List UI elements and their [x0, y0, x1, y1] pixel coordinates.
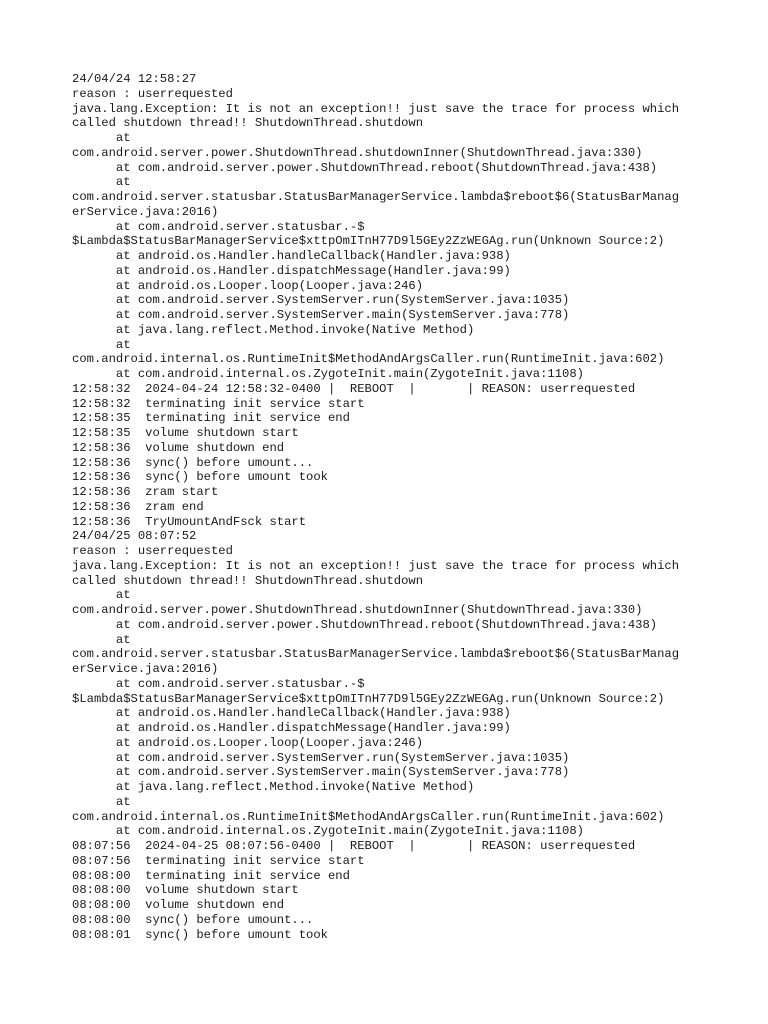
log-line: $Lambda$StatusBarManagerService$xttpOmITnH77D9l5GEy2ZzWEGAg.run(Unknown Source:2) [72, 234, 665, 249]
log-line: com.android.server.statusbar.StatusBarManagerService.lambda$reboot$6(StatusBarManag [72, 190, 680, 204]
log-line: 12:58:36 volume shutdown end [72, 440, 285, 455]
log-line: com.android.server.statusbar.StatusBarManagerService.lambda$reboot$6(StatusBarManag [72, 647, 680, 662]
log-line: 24/04/25 08:07:52 [72, 529, 197, 544]
log-line: at [72, 175, 131, 190]
log-line: at [72, 588, 131, 603]
log-line: com.android.internal.os.RuntimeInit$MethodAndArgsCaller.run(RuntimeInit.java:602) [72, 809, 665, 824]
log-line: $Lambda$StatusBarManagerService$xttpOmITnH77D9l5GEy2ZzWEGAg.run(Unknown Source:2) [72, 691, 665, 706]
log-line: at android.os.Handler.dispatchMessage(Handler.java:99) [72, 721, 511, 735]
log-line: at android.os.Handler.handleCallback(Handler.java:938) [72, 706, 511, 721]
log-line: erService.java:2016) [72, 662, 219, 676]
log-line: 08:07:56 2024-04-25 08:07:56-0400 | REBOOT | | REASON: userrequested [72, 839, 636, 853]
log-line: 12:58:35 volume shutdown start [72, 426, 299, 440]
log-line: at com.android.server.SystemServer.main(SystemServer.java:778) [72, 308, 570, 322]
log-line: at com.android.server.power.ShutdownThread.reboot(ShutdownThread.java:438) [72, 160, 658, 175]
log-line: 24/04/24 12:58:27 [72, 72, 197, 86]
log-line: at [72, 794, 131, 809]
log-line: com.android.server.power.ShutdownThread.shutdownInner(ShutdownThread.java:330) [72, 145, 643, 160]
log-line: 12:58:32 terminating init service start [72, 396, 365, 411]
log-line: at android.os.Looper.loop(Looper.java:246) [72, 735, 424, 750]
log-line: 12:58:36 TryUmountAndFsck start [72, 514, 307, 529]
log-line: at java.lang.reflect.Method.invoke(Native Method) [72, 780, 475, 794]
log-line: 08:07:56 terminating init service start [72, 853, 365, 868]
log-line: at com.android.internal.os.ZygoteInit.main(ZygoteInit.java:1108) [72, 367, 584, 381]
log-line: at com.android.internal.os.ZygoteInit.main(ZygoteInit.java:1108) [72, 824, 584, 839]
log-line: at java.lang.reflect.Method.invoke(Native Method) [72, 322, 475, 337]
log-line: at android.os.Handler.handleCallback(Handler.java:938) [72, 249, 511, 263]
log-text-block [72, 72, 712, 942]
log-line: at [72, 131, 131, 145]
log-line: at com.android.server.statusbar.-$ [72, 219, 365, 234]
log-line: 08:08:00 volume shutdown start [72, 883, 299, 898]
log-line: reason : userrequested [72, 544, 233, 558]
log-line: called shutdown thread!! ShutdownThread.shutdown [72, 573, 424, 588]
log-line: at com.android.server.SystemServer.run(SystemServer.java:1035) [72, 293, 570, 308]
log-line: at com.android.server.SystemServer.run(SystemServer.java:1035) [72, 750, 570, 765]
log-line: at com.android.server.statusbar.-$ [72, 676, 365, 691]
log-line: at android.os.Handler.dispatchMessage(Handler.java:99) [72, 263, 511, 278]
log-line: 12:58:36 sync() before umount... [72, 455, 314, 470]
log-line: at com.android.server.power.ShutdownThread.reboot(ShutdownThread.java:438) [72, 617, 658, 632]
log-line: reason : userrequested [72, 86, 233, 101]
log-line: 12:58:36 zram end [72, 499, 204, 514]
log-line: java.lang.Exception: It is not an exception!! just save the trace for process which [72, 101, 680, 116]
log-line: 08:08:00 sync() before umount... [72, 912, 314, 927]
log-line: 12:58:35 terminating init service end [72, 411, 350, 426]
log-line: 08:08:00 terminating init service end [72, 868, 350, 883]
log-line: 08:08:01 sync() before umount took [72, 927, 328, 942]
log-line: 12:58:32 2024-04-24 12:58:32-0400 | REBOOT | | REASON: userrequested [72, 381, 636, 396]
log-line: 08:08:00 volume shutdown end [72, 898, 285, 912]
log-line: called shutdown thread!! ShutdownThread.shutdown [72, 116, 424, 131]
log-line: com.android.internal.os.RuntimeInit$MethodAndArgsCaller.run(RuntimeInit.java:602) [72, 352, 665, 367]
log-line: 12:58:36 zram start [72, 485, 219, 499]
log-line: java.lang.Exception: It is not an exception!! just save the trace for process which [72, 558, 680, 573]
log-line: at [72, 337, 131, 352]
log-line: com.android.server.power.ShutdownThread.shutdownInner(ShutdownThread.java:330) [72, 603, 643, 617]
log-line: at com.android.server.SystemServer.main(SystemServer.java:778) [72, 765, 570, 780]
log-line: erService.java:2016) [72, 204, 219, 219]
log-line: at android.os.Looper.loop(Looper.java:246) [72, 278, 424, 293]
log-line: at [72, 632, 131, 647]
log-line: 12:58:36 sync() before umount took [72, 470, 328, 485]
